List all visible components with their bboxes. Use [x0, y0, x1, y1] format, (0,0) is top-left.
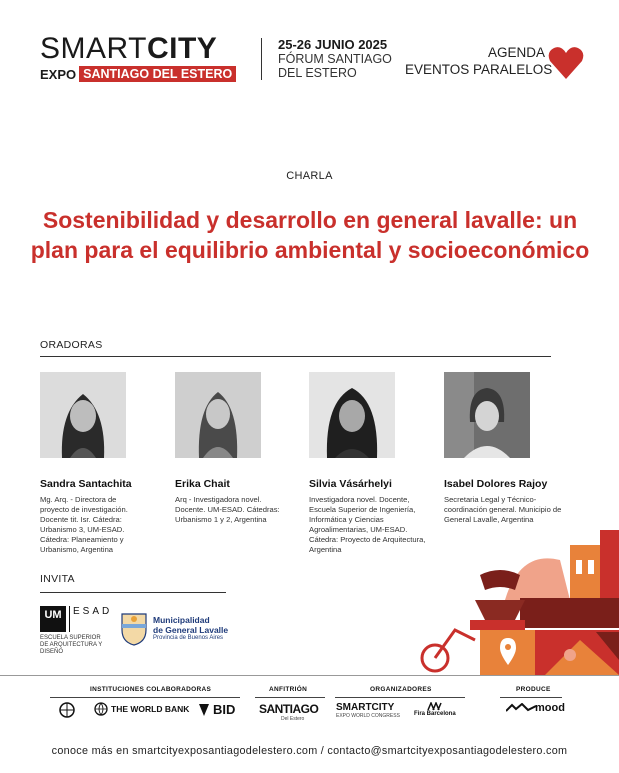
umesad-caption: ESCUELA SUPERIOR DE ARQUITECTURA Y DISEÑO — [40, 635, 103, 655]
world-bank-globe-icon — [94, 702, 108, 716]
speaker-name: Silvia Vásárhelyi — [309, 478, 392, 490]
santiago-logo — [259, 702, 318, 722]
speaker-photo — [175, 372, 261, 458]
agenda-label — [405, 44, 553, 78]
logo-city: CITY — [146, 32, 218, 65]
agenda-line-1: AGENDA — [487, 45, 545, 60]
invita-label: INVITA — [40, 573, 75, 585]
bid-logo — [198, 702, 235, 717]
colaboradoras-label: INSTITUCIONES COLABORADORAS — [90, 686, 212, 693]
santiago-name: SANTIAGO — [259, 702, 319, 716]
speaker-role: Secretaria Legal y Técnico-coordinación general. Municipio de General Lavalle, Argentina — [444, 495, 562, 524]
invita-rule — [40, 592, 226, 593]
venue-line-1: FÓRUM SANTIAGO — [278, 52, 392, 66]
produce-rule — [500, 697, 562, 698]
speaker-name: Isabel Dolores Rajoy — [444, 478, 548, 490]
speaker-name: Erika Chait — [175, 478, 230, 490]
speaker-photo — [309, 372, 395, 458]
produce-label: PRODUCE — [516, 686, 551, 693]
colaboradoras-rule — [50, 697, 240, 698]
municipality-name-2: de General Lavalle — [153, 625, 229, 635]
speaker-role: Mg. Arq. - Directora de proyecto de investigación. Docente tit. Isr. Cátedra: Urbanismo 3, UM-ESAD. Cátedra: Planeamiento y Urbanismo, Argentina — [40, 495, 128, 554]
organizadores-rule — [335, 697, 465, 698]
event-logo — [40, 34, 245, 82]
municipality-name-1: Municipalidad — [153, 615, 210, 625]
un-habitat-icon — [56, 702, 78, 720]
partners-divider — [0, 675, 619, 676]
event-date: 25-26 JUNIO 2025 — [278, 37, 388, 52]
logo-location: SANTIAGO DEL ESTERO — [79, 66, 236, 82]
fira-mark-icon — [427, 702, 443, 711]
fira-name: Fira Barcelona — [414, 711, 456, 717]
footer-contact: conoce más en smartcityexposantiagodelestero.com / contacto@smartcityexposantiagodelestero.com — [51, 745, 568, 757]
speaker-card — [175, 372, 310, 525]
logo-expo: EXPO — [40, 66, 77, 82]
organizadores-label: ORGANIZADORES — [370, 686, 432, 693]
bid-name: BID — [213, 702, 236, 717]
municipality-province: Provincia de Buenos Aires — [153, 635, 224, 641]
speaker-role: Arq - Investigadora novel. Docente. UM-ESAD. Cátedras: Urbanismo 1 y 2, Argentina — [175, 495, 280, 524]
mood-logo — [506, 702, 565, 714]
event-type: CHARLA — [286, 170, 333, 182]
smartcity-organizer-sub: EXPO WORLD CONGRESS — [336, 713, 400, 719]
logo-smart: SMART — [40, 32, 147, 65]
header-divider — [261, 38, 262, 80]
umesad-esad: ESAD — [69, 606, 99, 632]
heart-icon — [548, 46, 584, 80]
umesad-um: UM — [40, 606, 66, 632]
mood-name: mood — [535, 702, 565, 714]
world-bank-name: THE WORLD BANK — [111, 704, 190, 714]
speakers-label: ORADORAS — [40, 339, 103, 351]
speaker-name: Sandra Santachita — [40, 478, 132, 490]
speaker-photo — [40, 372, 126, 458]
municipality-logo — [120, 610, 228, 646]
bid-mark-icon — [198, 703, 210, 717]
speaker-card — [444, 372, 594, 525]
anfitrion-rule — [255, 697, 325, 698]
santiago-sub: Del Estero — [281, 716, 305, 722]
event-title: Sostenibilidad y desarrollo en general lavalle: un plan para el equilibrio ambiental y socioeconómico — [30, 207, 590, 263]
umesad-logo — [40, 606, 113, 656]
date-venue — [278, 37, 392, 80]
speakers-rule — [40, 356, 551, 357]
agenda-line-2: EVENTOS PARALELOS — [405, 62, 553, 77]
fira-logo — [414, 702, 456, 717]
venue-line-2: DEL ESTERO — [278, 66, 357, 80]
municipality-seal-icon — [120, 610, 148, 646]
decorative-illustration — [420, 520, 619, 675]
speaker-role: Investigadora novel. Docente, Escuela Superior de Ingeniería, Informática y Ciencias Agroalimentarias, UM-ESAD. Cátedra: Proyecto de Arquitectura, Argentina — [309, 495, 426, 554]
mood-wave-icon — [506, 703, 536, 713]
speaker-card — [40, 372, 175, 555]
smartcity-organizer-name: SMARTCITY — [336, 702, 395, 713]
speaker-photo — [444, 372, 530, 458]
smartcity-organizer-logo — [336, 702, 400, 719]
logo-wordmark — [40, 34, 245, 64]
world-bank-logo — [94, 702, 189, 716]
anfitrion-label: ANFITRIÓN — [269, 686, 308, 693]
